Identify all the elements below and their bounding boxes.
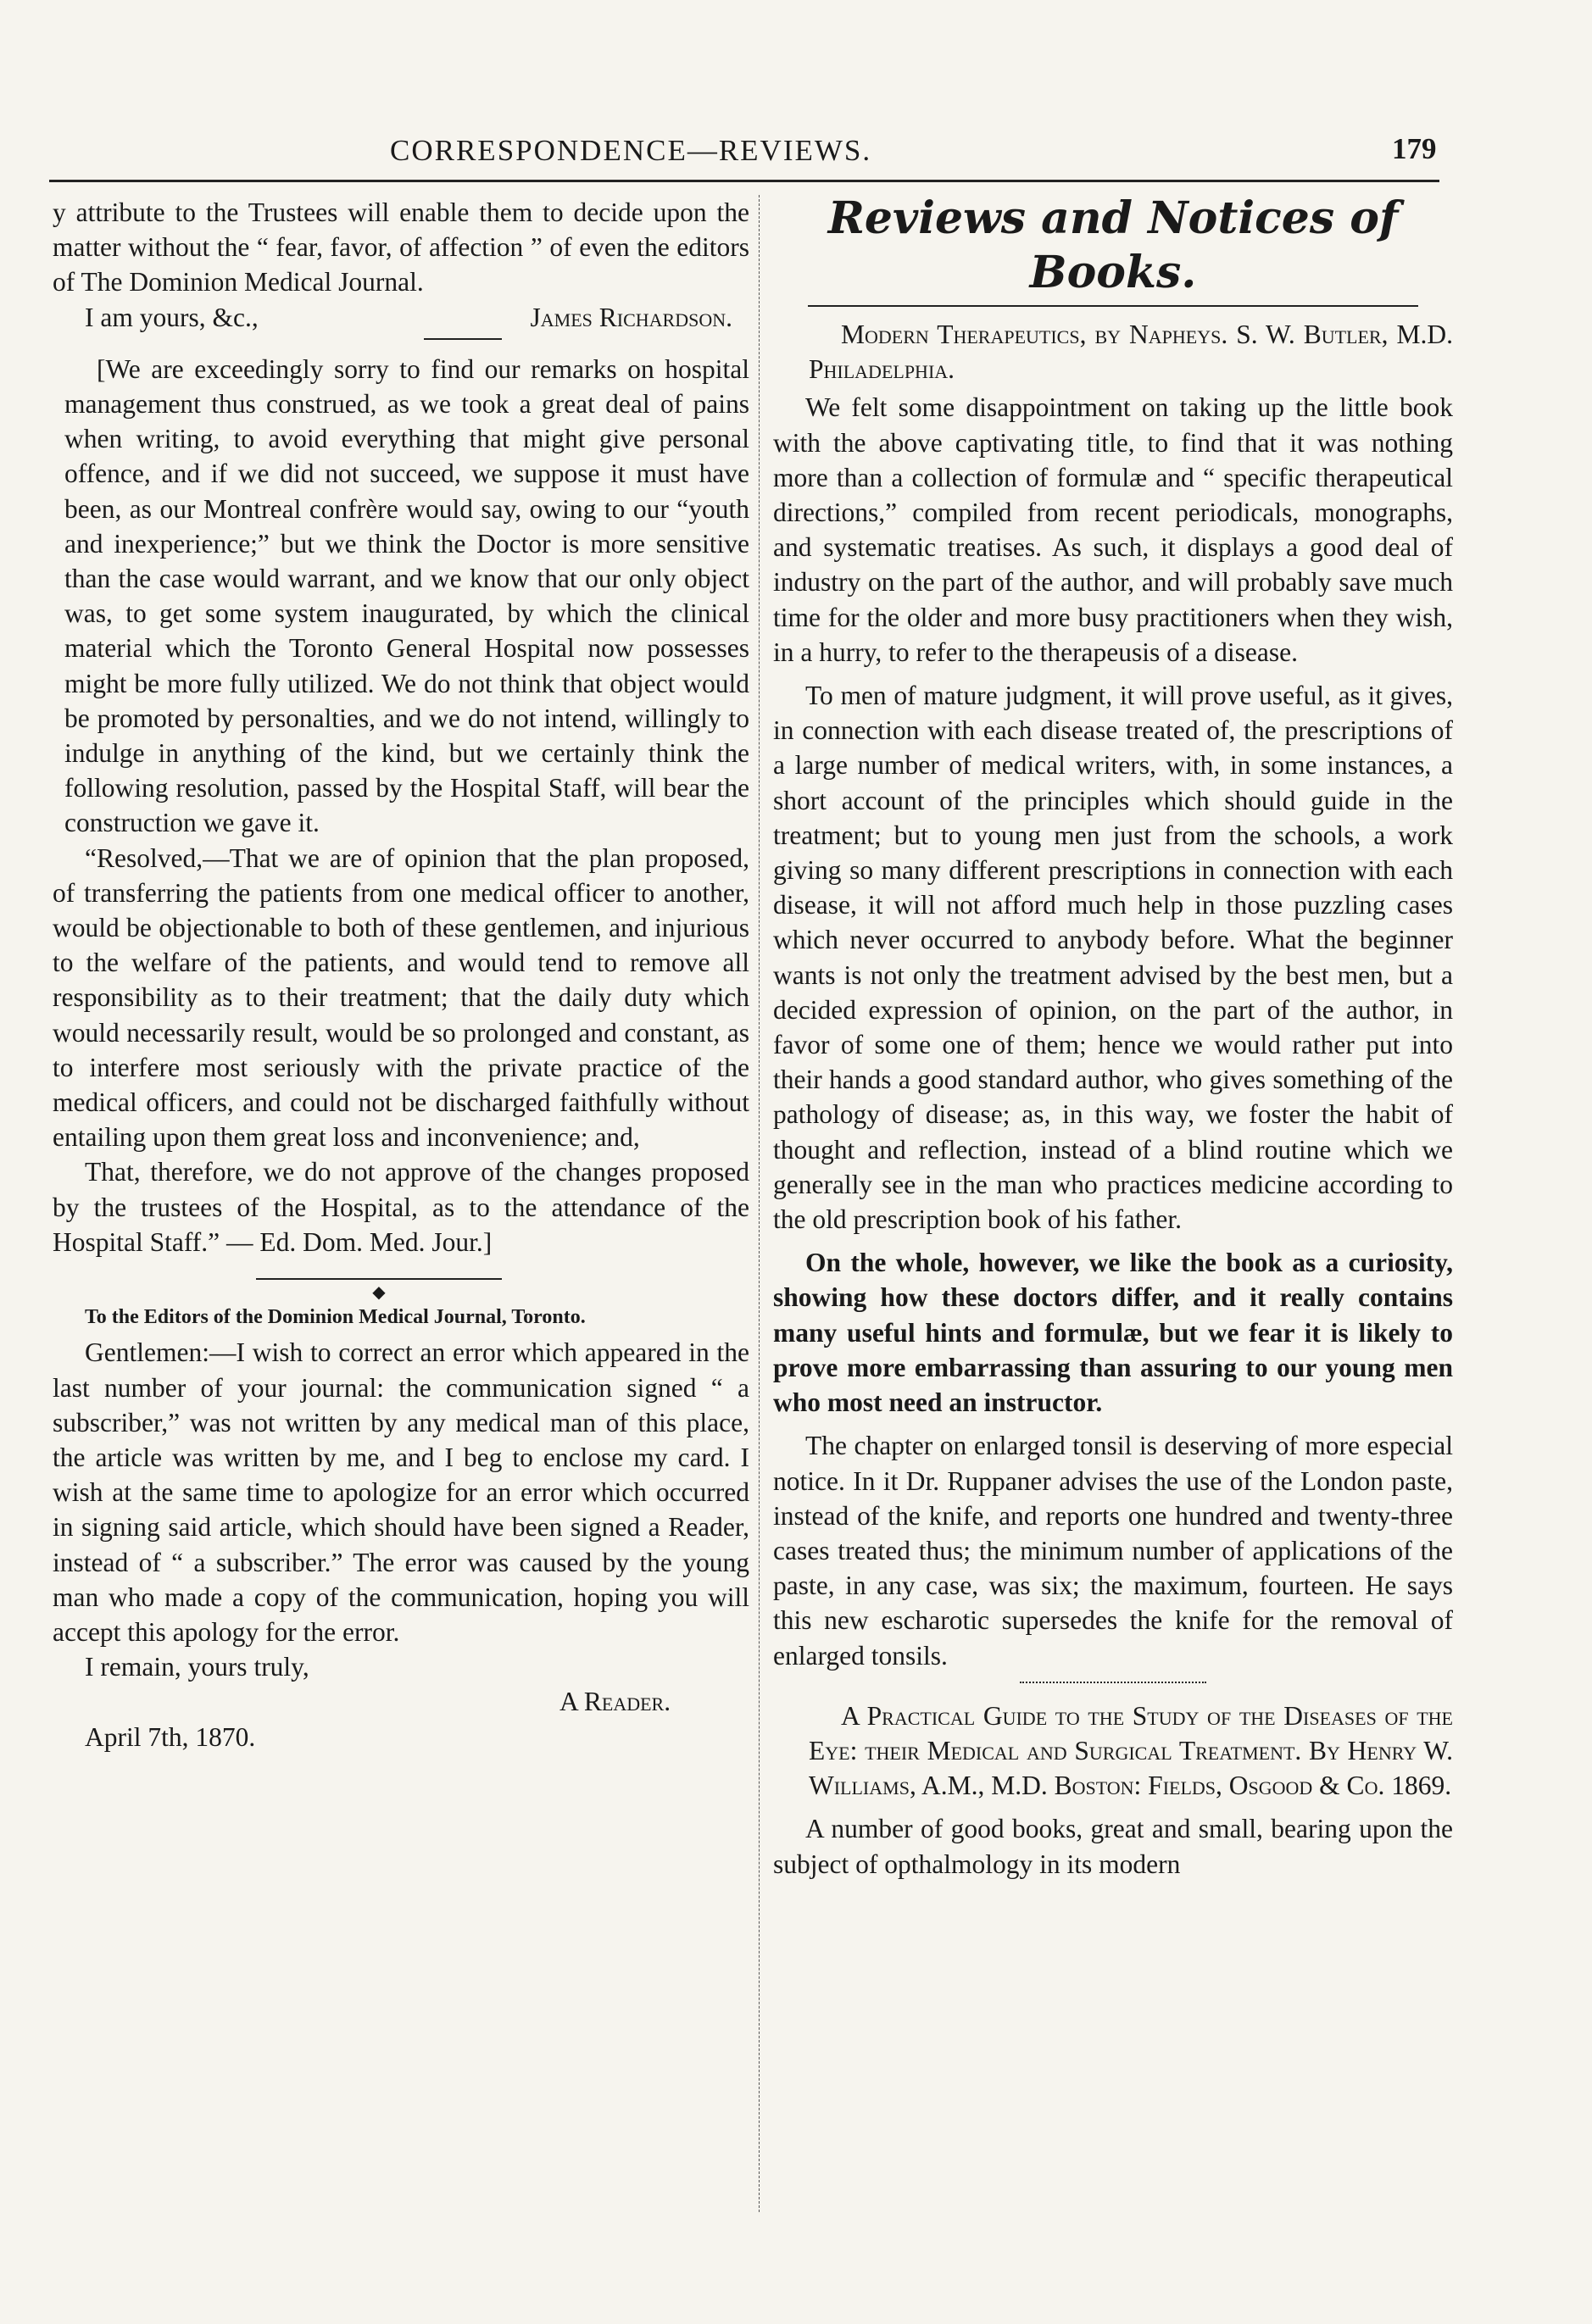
letter-address: To the Editors of the Dominion Medical Journal, Toronto. [85, 1306, 586, 1329]
letter-signoff [53, 300, 749, 335]
editor-reply: [We are exceedingly sorry to find our remarks on hospital management thus construed, as we took a great deal of pains when writing, to avoid everything that might give personal offence, and if we did not succeed, we suppose it must have been, as our Montreal confrère would say, owing to our “youth and inexperience;” but we think the Doctor is more sensitive than the case would warrant, and we know that our only object was, to get some system inaugurated, by which the clinical material which the Toronto General Hospital now possesses might be more fully utilized. We do not think that object would be promoted by personalties, and we do not intend, willingly to indulge in anything of the kind, but we certainly think the following resolution, passed by the Hospital Staff, will bear the construction we gave it. [64, 353, 749, 838]
review1-paragraph-3: On the whole, however, we like the book as a curiosity, showing how these doctors differ, and it really contains many useful hints and formulæ, but we fear it is likely to prove more embarrassing than assuring to our young men who most need an instructor. [773, 1248, 1453, 1418]
short-rule [424, 338, 502, 340]
letter-closing: I remain, yours truly, [85, 1652, 309, 1682]
review1-paragraph-2: To men of mature judgment, it will prove useful, as it gives, in connection with each disease treated of, the prescriptions of a large number of medical writers, with, in some instances, a short account of the principles which should guide in the treatment; but to young men just from the schools, a work giving so many different prescriptions in connection with each disease, it will not afford much help in those puzzling cases which never occurred to anybody before. What the beginner wants is not only the treatment advised by the best men, but a decided expression of opinion, on the part of the author, in favor of some one of them; hence we would rather put into their hands a good standard author, who gives something of the pathology of disease; as, in this way, we foster the habit of thought and reflection, instead of a blind routine which we generally see in the man who practices medicine according to the old prescription book of his father. [773, 681, 1453, 1235]
resolution-quote: “Resolved,—That we are of opinion that the plan proposed, of transferring the patients from one medical officer to another, would be objectionable to both of these gentlemen, and injurious to the welfare of the patients, and would tend to remove all responsibility as to their treatment; that the daily duty which would necessarily result, would be so prolonged and constant, as to interfere most seriously with the private practice of the medical officers, and could not be discharged faithfully without entailing upon them great loss and inconvenience; and, [53, 842, 749, 1153]
column-divider [759, 195, 760, 2212]
review2-heading: A Practical Guide to the Study of the Diseases of the Eye: their Medical and Surgical Treatment. By Henry W. Williams, A.M., M.D. Boston: Fields, Osgood & Co. 1869. [809, 1700, 1453, 1801]
ornament-divider [256, 1271, 502, 1303]
title-rule [808, 305, 1418, 307]
resolution-end: That, therefore, we do not approve of the changes proposed by the trustees of the Hospital, as to the attendance of the Hospital Staff.” — Ed. Dom. Med. Jour.] [53, 1157, 749, 1257]
review1-paragraph-1: We felt some disappointment on taking up the little book with the above captivating title, to find that it was nothing more than a collection of formulæ and “ specific therapeutical directions,” compiled from recent periodicals, monographs, and systematic treatises. As such, it displays a good deal of industry on the part of the author, and will probably save much time for the older and more busy practitioners when they wish, in a hurry, to refer to the therapeusis of a disease. [773, 392, 1453, 667]
right-column [773, 192, 1453, 1882]
running-head: CORRESPONDENCE—REVIEWS. [390, 134, 872, 167]
signoff-text: I am yours, &c., [85, 302, 259, 332]
review2-paragraph-1: A number of good books, great and small, bearing upon the subject of opthalmology in its modern [773, 1814, 1453, 1879]
letter-body: Gentlemen:—I wish to correct an error which appeared in the last number of your journal: the communication signed “ a subscriber,” was not written by any medical man of this place, the article was written by me, and I beg to enclose my card. I wish at the same time to apologize for an error which occurred in signing said article, which should have been signed a Reader, instead of “ a subscriber.” The error was caused by the young man who made a copy of the communication, hoping you will accept this apology for the error. [53, 1337, 749, 1647]
letter-continuation: y attribute to the Trustees will enable them to decide upon the matter without the “ fear, favor, of affection ” of even the editors of The Dominion Medical Journal. [53, 197, 749, 297]
header-rule [49, 180, 1439, 182]
review-divider [1020, 1682, 1206, 1683]
section-title: Reviews and Notices of Books. [827, 192, 1399, 298]
left-column [53, 195, 749, 1754]
page-number: 179 [1392, 132, 1437, 165]
review1-paragraph-4: The chapter on enlarged tonsil is deserving of more especial notice. In it Dr. Ruppaner advises the use of the London paste, instead of the knife, and reports one hundred and twenty-three cases treated thus; the minimum number of applications of the paste, in any case, was six; the maximum, fourteen. He says this new escharotic supersedes the knife for the removal of enlarged tonsils. [773, 1431, 1453, 1671]
letter-date: April 7th, 1870. [85, 1721, 256, 1752]
ornament-glyph: ◆ [367, 1283, 390, 1302]
review1-heading: Modern Therapeutics, by Napheys. S. W. Butler, M.D. Philadelphia. [809, 320, 1453, 385]
signoff-name: James Richardson. [530, 302, 732, 332]
letter-signature: A Reader. [559, 1687, 671, 1717]
